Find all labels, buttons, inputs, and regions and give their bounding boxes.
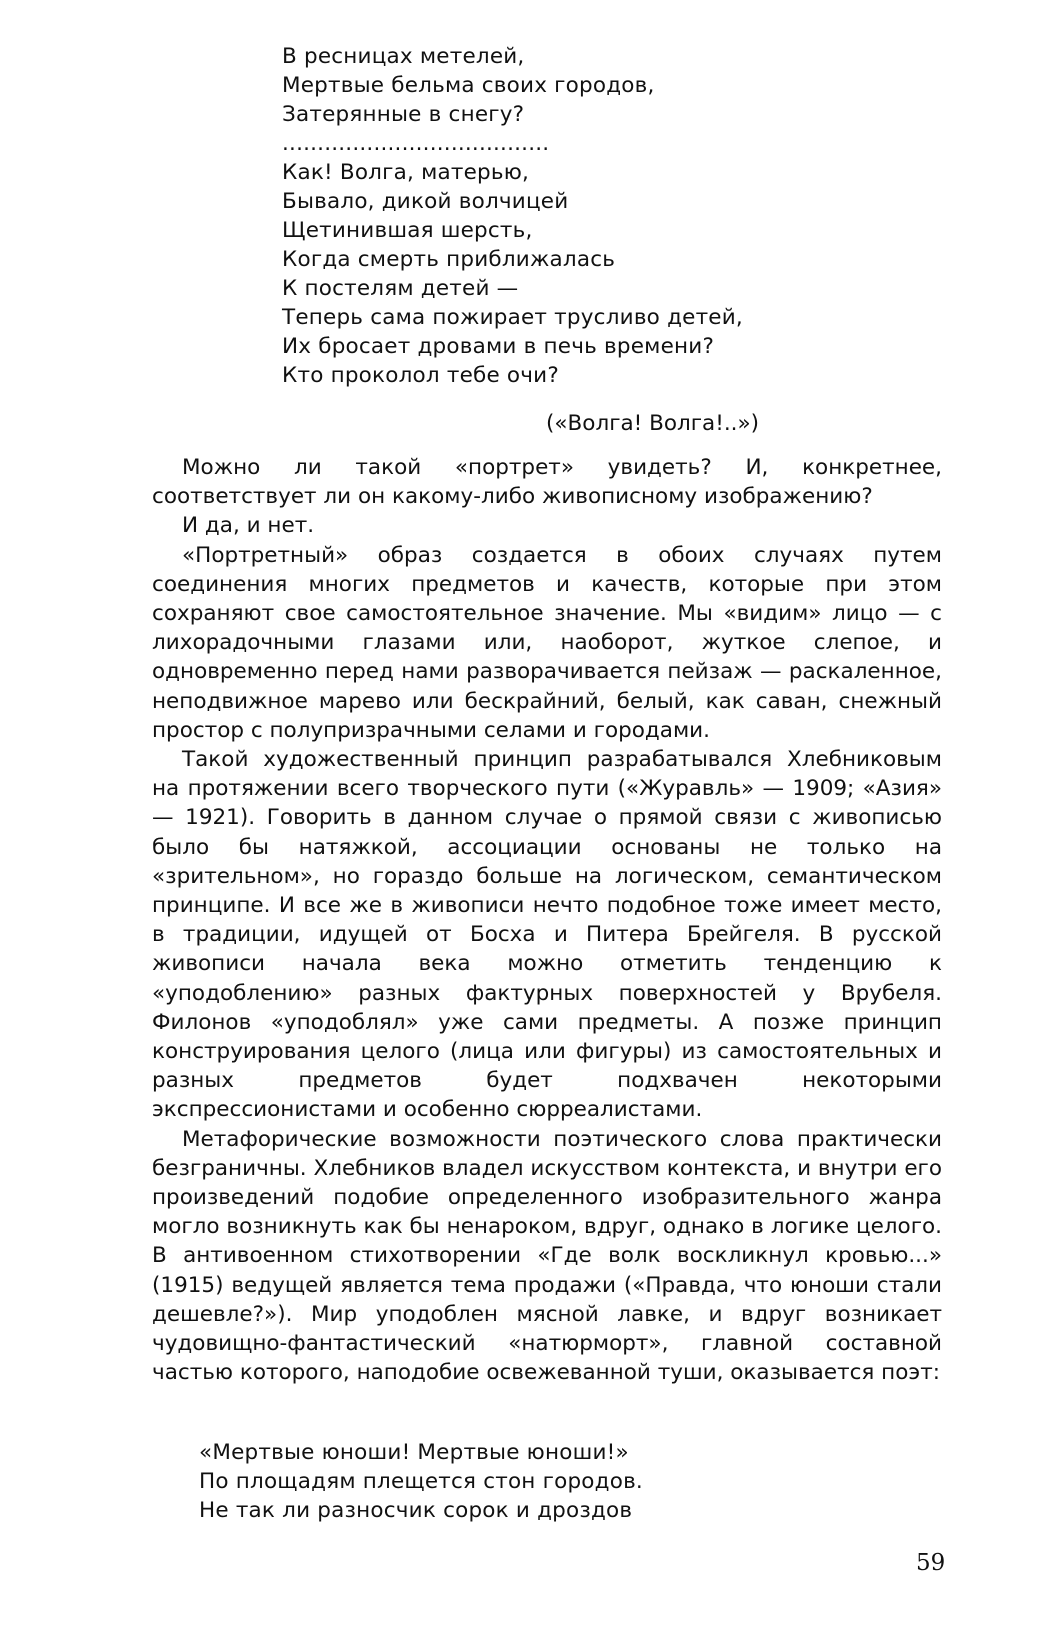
paragraph: «Портретный» образ создается в обоих случаях путем соединения многих предметов и качеств, которые при этом сохраняют свое самостоятельное значение. Мы «видим» лицо — с лихорадочными глазами или, наоборот, жуткое слепое, и одновременно перед нами разворачивается пейзаж — раскаленное, неподвижное марево или бескрайний, белый, как саван, снежный простор с полупризрачными селами и городами. xyxy=(152,542,942,743)
verse-ellipsis: ...................................... xyxy=(282,131,550,156)
verse-line: Их бросает дровами в печь времени? xyxy=(282,334,715,359)
paragraph: Такой художественный принцип разрабатывался Хлебниковым на протяжении всего творческого пути («Журавль» — 1909; «Азия» — 1921). Говорить в данном случае о прямой связи с живописью было бы натяжкой, ассоциации основаны не только на «зрительном», но гораздо больше на логическом, семантическом принципе. И все же в живописи нечто подобное тоже имеет место, в традиции, идущей от Босха и Питера Брейгеля. В русской живописи начала века можно отметить тенденцию к «уподоблению» разных фактурных поверхностей у Врубеля. Филонов «уподоблял» уже сами предметы. А позже принцип конструирования целого (лица или фигуры) из самостоятельных и разных предметов будет подхвачен некоторыми экспрессионистами и особенно сюрреалистами. xyxy=(152,747,942,1123)
verse-line: Мертвые бельма своих городов, xyxy=(282,73,655,98)
verse-line: Бывало, дикой волчицей xyxy=(282,189,569,214)
verse-line: По площадям плещется стон городов. xyxy=(199,1469,643,1494)
paragraph: И да, и нет. xyxy=(182,513,315,539)
verse-line: К постелям детей — xyxy=(282,276,519,301)
verse-line: «Мертвые юноши! Мертвые юноши!» xyxy=(199,1440,629,1465)
verse-line: Как! Волга, матерью, xyxy=(282,160,530,185)
verse-source-citation: («Волга! Волга!..») xyxy=(546,411,760,436)
verse-excerpt-top xyxy=(282,42,902,390)
verse-line: Щетинившая шерсть, xyxy=(282,218,533,243)
page-number: 59 xyxy=(916,1550,946,1576)
verse-line: Теперь сама пожирает трусливо детей, xyxy=(282,305,743,330)
verse-line: Кто проколол тебе очи? xyxy=(282,363,559,388)
verse-line: Когда смерть приближалась xyxy=(282,247,616,272)
verse-line: Затерянные в снегу? xyxy=(282,102,525,127)
verse-excerpt-bottom xyxy=(199,1438,879,1525)
body-text xyxy=(152,453,942,1388)
paragraph: Метафорические возможности поэтического слова практически безграничны. Хлебников владел искусством контекста, и внутри его произведений подобие определенного изобразительного жанра могло возникнуть как бы ненароком, вдруг, однако в логике целого. В антивоенном стихотворении «Где волк воскликнул кровью...» (1915) ведущей является тема продажи («Правда, что юноши стали дешевле?»). Мир уподоблен мясной лавке, и вдруг возникает чудовищно-фантастический «натюрморт», главной составной частью которого, наподобие освежеванной туши, оказывается поэт: xyxy=(152,1126,942,1386)
paragraph: Можно ли такой «портрет» увидеть? И, конкретнее, соответствует ли он какому-либо живописному изображению? xyxy=(152,455,942,510)
verse-line: Не так ли разносчик сорок и дроздов xyxy=(199,1498,633,1523)
verse-line: В ресницах метелей, xyxy=(282,44,525,69)
